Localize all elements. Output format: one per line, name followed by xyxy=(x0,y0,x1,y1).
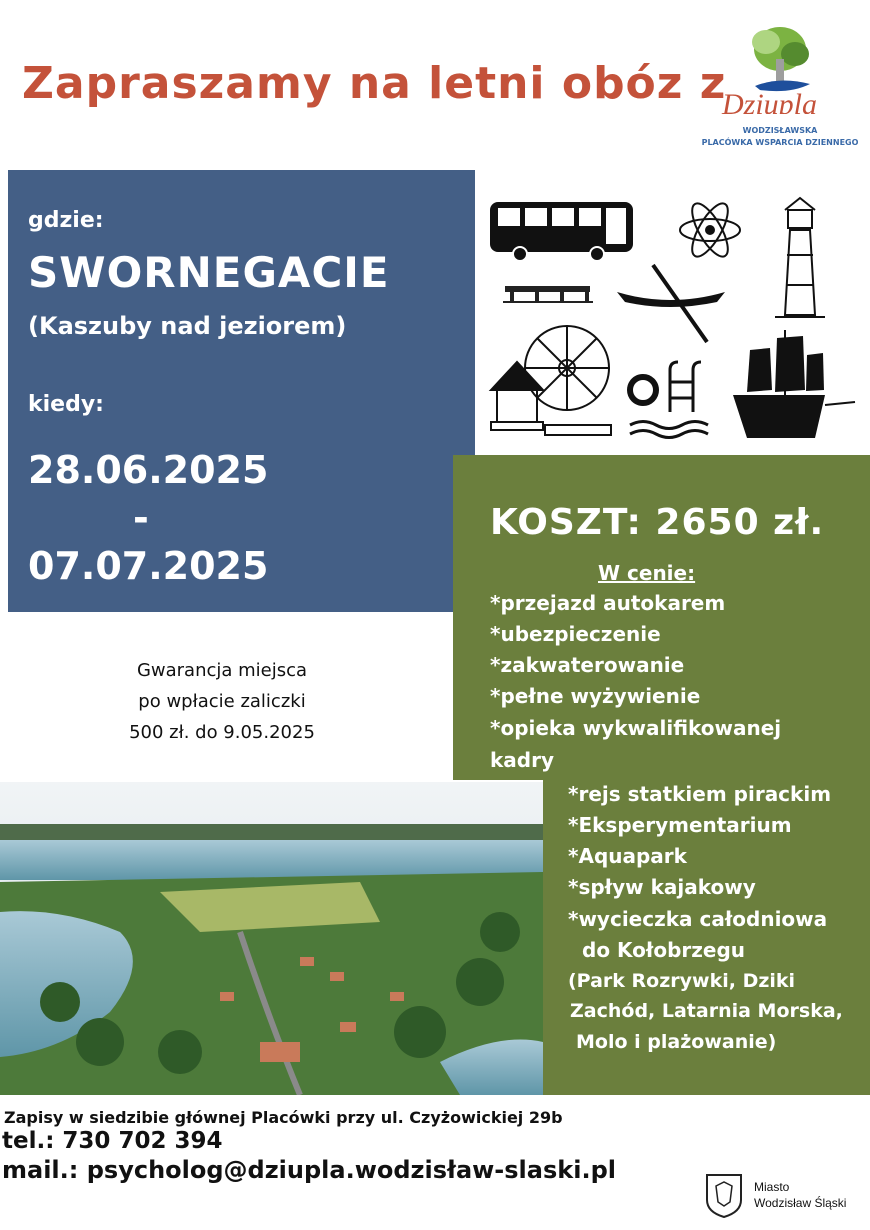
phone-number[interactable]: tel.: 730 702 394 xyxy=(2,1128,223,1154)
guarantee-note xyxy=(92,655,352,748)
when-label: kiedy: xyxy=(28,392,104,417)
cost-title: KOSZT: 2650 zł. xyxy=(490,502,825,543)
date-start: 28.06.2025 xyxy=(28,448,269,492)
cost-item: *opieka wykwalifikowanej xyxy=(490,716,782,740)
city-crest-icon xyxy=(704,1172,744,1218)
included-label: W cenie: xyxy=(598,561,696,585)
extra-item: *spływ kajakowy xyxy=(568,875,756,899)
extra-item: Zachód, Latarnia Morska, xyxy=(570,1000,843,1022)
cost-item: *zakwaterowanie xyxy=(490,653,685,677)
city-name-line2: Wodzisław Śląski xyxy=(754,1196,847,1210)
bus-icon xyxy=(490,202,633,261)
extra-item: *Aquapark xyxy=(568,844,687,868)
city-logo xyxy=(704,1172,864,1220)
kayak-icon xyxy=(617,265,725,342)
logo-subtitle-2: PLACÓWKA WSPARCIA DZIENNEGO xyxy=(701,138,859,147)
lifebuoy-icon xyxy=(630,377,656,403)
extra-item: Molo i plażowanie) xyxy=(576,1031,777,1053)
cost-item: *przejazd autokarem xyxy=(490,591,726,615)
date-end: 07.07.2025 xyxy=(28,544,269,588)
atom-icon xyxy=(680,199,740,262)
dziupla-logo xyxy=(700,14,860,154)
region: (Kaszuby nad jeziorem) xyxy=(28,312,347,340)
extra-item: *wycieczka całodniowa xyxy=(568,907,828,931)
tree-logo-icon xyxy=(700,14,860,114)
guarantee-line: 500 zł. do 9.05.2025 xyxy=(129,722,315,743)
place-name: SWORNEGACIE xyxy=(28,248,390,297)
guarantee-line: Gwarancja miejsca xyxy=(136,660,308,681)
extra-item: do Kołobrzegu xyxy=(582,938,746,962)
email-address[interactable]: mail.: psycholog@dziupla.wodzisław-slaski.pl xyxy=(2,1156,616,1184)
logo-subtitle-1: WODZISŁAWSKA xyxy=(742,126,818,135)
extra-item: *Eksperymentarium xyxy=(568,813,792,837)
date-dash: - xyxy=(133,496,149,540)
logo-wordmark: Dziupla xyxy=(722,88,818,114)
city-name-line1: Miasto xyxy=(754,1180,790,1194)
cost-item: *pełne wyżywienie xyxy=(490,684,701,708)
extra-item: *rejs statkiem pirackim xyxy=(568,782,832,806)
pool-ladder-icon xyxy=(630,362,708,438)
registration-info: Zapisy w siedzibie głównej Placówki przy ul. Czyżowickiej 29b xyxy=(4,1108,563,1127)
cost-item: kadry xyxy=(490,748,555,772)
pirate-ship-icon xyxy=(733,330,855,438)
aerial-photo xyxy=(0,782,543,1095)
lighthouse-icon xyxy=(775,198,825,317)
info-panel xyxy=(8,170,475,612)
extra-item: (Park Rozrywki, Dziki xyxy=(568,970,796,992)
cost-item: *ubezpieczenie xyxy=(490,622,661,646)
page-title: Zapraszamy na letni obóz z xyxy=(22,58,727,109)
guarantee-line: po wpłacie zaliczki xyxy=(138,691,306,712)
where-label: gdzie: xyxy=(28,208,104,233)
activities-icons xyxy=(485,190,870,445)
pier-icon xyxy=(503,286,593,302)
